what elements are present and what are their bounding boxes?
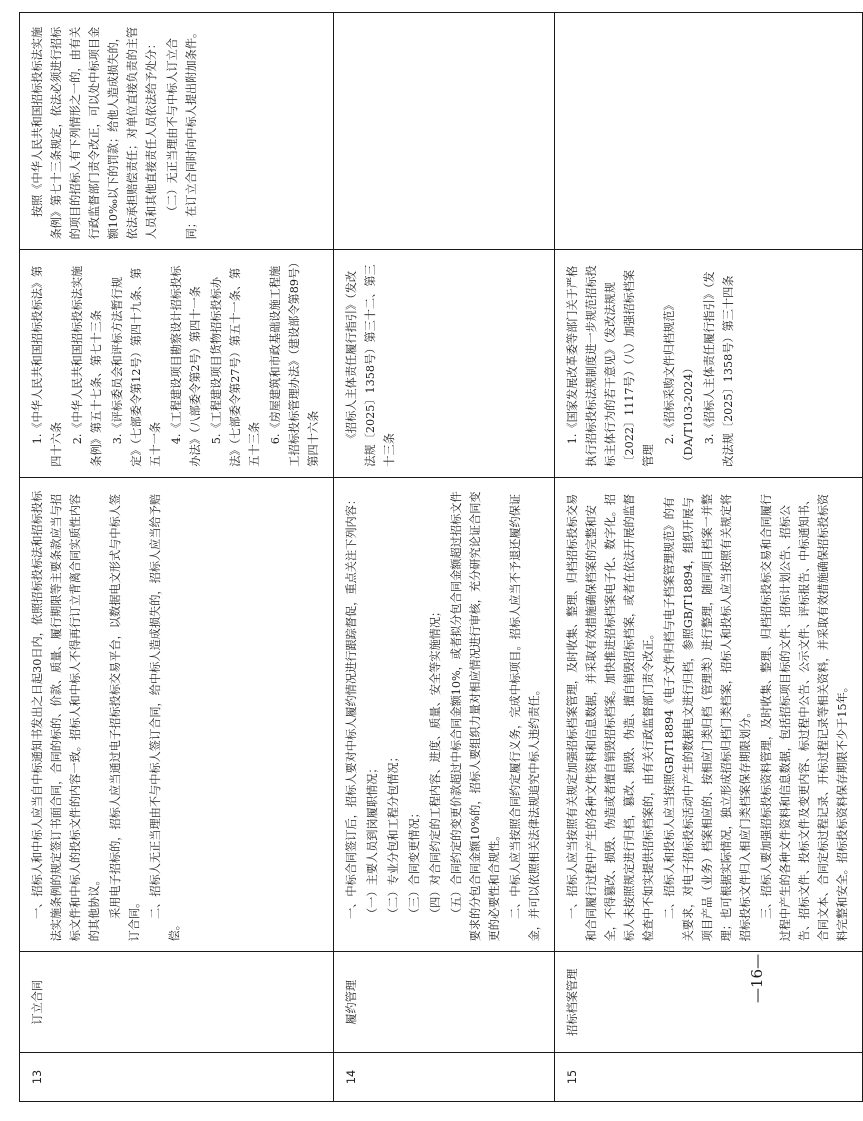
content-cell <box>334 477 555 952</box>
content-paragraph: 一、招标人应当按照有关规定加强招标档案管理，及时收集、整理、归档招标投标交易和合同履行过程中产生的各种文件资料和信息数据，并采取有效措施确保档案的完整和安全，不得篡改、损毁、伪造或者擅自销毁招标档案。加快推进招标档案电子化、数字化。招标人未按照规定进行归档，篡改、损毁、伪造、擅自销毁招标档案，或者在依法开展的监督检查中不如实提供招标档案的，由有关行政监督部门责令改正。 <box>566 493 655 942</box>
table-row <box>20 13 334 1102</box>
table-row <box>334 13 555 1102</box>
item-name-cell <box>20 952 334 1053</box>
table-row <box>555 13 863 1102</box>
content-paragraph: 二、中标人应当按照合同约定履行义务，完成中标项目。招标人应当不予退还履约保证金，并可以依照相关法律法规追究中标人违约责任。 <box>509 493 541 942</box>
legal-basis-cell <box>334 250 555 477</box>
legal-basis-item: 3.《招标人主体责任履行指引》（发改法规〔2025〕1358号）第三十四条 <box>703 271 735 467</box>
liability-cell <box>555 13 863 250</box>
item-name: 履约管理 <box>345 979 358 1025</box>
row-number-cell <box>334 1053 555 1102</box>
content-paragraph: 采用电子招标的，招标人应当通过电子招标投标交易平台，以数据电文形式与中标人签订合同。 <box>109 493 141 942</box>
rotated-table-frame <box>19 12 849 1102</box>
legal-basis-item: 2.《招标采购文件归档规范》（DA/T103-2024） <box>663 299 695 467</box>
row-number: 15 <box>566 1069 579 1085</box>
content-cell <box>555 477 863 952</box>
content-paragraph: 一、中标合同签订后，招标人要对中标人履约情况进行跟踪督促，重点关注下列内容： <box>345 493 358 920</box>
legal-basis-item: 4.《工程建设项目勘察设计招标投标办法》（八部委令第2号）第四十一条 <box>170 265 202 467</box>
liability-paragraph: （二）无正当理由不与中标人订立合同；在订立合同时向中标人提出附加条件。 <box>166 26 198 240</box>
content-paragraph: 一、招标人和中标人应当自中标通知书发出之日起30日内，依照招标投标法和招标投标法实施条例的规定签订书面合同，合同的标的、价款、质量、履行期限等主要条款应当与招标文件和中标人的投标文件的内容一致。招标人和中标人不得再行订立背离合同实质性内容的其他协议。 <box>31 490 101 942</box>
regulation-table <box>19 12 863 1102</box>
row-number-cell <box>20 1053 334 1102</box>
content-paragraph: 二、招标人和投标人应当按照GB/T18894《电子文件归档与电子档案管理规范》的有关要求，对电子招标投标活动中产生的数据电文进行归档，参照GB/T18894，组织开展与项目产品（业务）档案相应的、按相应门类归档（管理类）进行整理，随同项目档案一并整理；也可根据实际情况，独立形成招标归档门类档案，招标人和投标人应当按照有关规定将招标投标文件归入相应门类档案保存期限划分。 <box>663 493 752 942</box>
legal-basis-item: 《招标人主体责任履行指引》（发改法规〔2025〕1358号）第三十二、第三十三条 <box>345 264 396 467</box>
row-number: 13 <box>31 1069 44 1085</box>
item-name-cell <box>334 952 555 1053</box>
content-paragraph: （三）合同变更情况； <box>408 807 421 920</box>
content-paragraph: （二）专业分包和工程分包情况； <box>387 751 400 920</box>
liability-paragraph: 按照《中华人民共和国招标投标法实施条例》第七十三条规定，依法必须进行招标的项目的招标人有下列情形之一的，由有关行政监督部门责令改正，可以处中标项目金额10‰以下的罚款；给他人造成损失的，依法承担赔偿责任；对单位直接负责的主管人员和其他直接责任人员依法给予处分： <box>31 26 158 240</box>
legal-basis-cell <box>20 250 334 477</box>
content-cell <box>20 477 334 952</box>
item-name: 招标档案管理 <box>566 968 579 1036</box>
content-paragraph: 二、招标人无正当理由不与中标人签订合同，给中标人造成损失的，招标人应当给予赔偿。 <box>149 493 181 942</box>
liability-cell <box>20 13 334 250</box>
legal-basis-item: 5.《工程建设项目货物招标投标办法》（七部委令第27号）第五十一条、第五十三条 <box>210 267 261 467</box>
liability-cell <box>334 13 555 250</box>
page-number: —16— <box>748 953 766 1003</box>
item-name: 订立合同 <box>31 979 44 1025</box>
content-paragraph: （一）主要人员到岗履职情况； <box>366 762 379 920</box>
content-paragraph: （四）对合同约定的工程内容、进度、质量、安全等实施情况； <box>429 605 442 920</box>
content-paragraph: （五）合同约定的变更价款超过中标合同金额10%，或者拟分包合同金额超过招标文件要求的分包合同金额10%的，招标人要组织力量对相应情况进行审核，充分研究论证合同变更的必要性和合规性。 <box>450 491 501 942</box>
legal-basis-item: 6.《房屋建筑和市政基础设施工程施工招标投标管理办法》（建设部令第89号）第四十六条 <box>269 262 320 467</box>
legal-basis-item: 2.《中华人民共和国招标投标法实施条例》第五十七条、第七十三条 <box>71 265 103 467</box>
legal-basis-cell <box>555 250 863 477</box>
row-number-cell <box>555 1053 863 1102</box>
item-name-cell <box>555 952 863 1053</box>
legal-basis-item: 1.《国家发展改革委等部门关于严格执行招标投标法规制度进一步规范招标投标主体行为的若干意见》（发改法规规〔2022〕1117号）（八）加强招标档案管理 <box>566 265 655 467</box>
legal-basis-item: 1.《中华人民共和国招标投标法》第四十六条 <box>31 265 63 467</box>
row-number: 14 <box>345 1069 358 1085</box>
legal-basis-item: 3.《评标委员会和评标方法暂行规定》（七部委令第12号）第四十九条、第五十一条 <box>111 267 162 467</box>
content-paragraph: 三、招标人要加强招标投标资料管理，及时收集、整理、归档招标投标交易和合同履行过程中产生的各种文件资料和信息数据，包括招标项目标的文件、招标计划公告、招标公告、招标文件、投标文件及变更内容、标过程中公告、公示文件、评标报告、中标通知书、合同文本、合同定标过程记录、开标过程记录等相关资料，并采取有效措施确保招标投标资料完整和安全。招标投标资料保存期限不少于15年。 <box>760 493 849 942</box>
